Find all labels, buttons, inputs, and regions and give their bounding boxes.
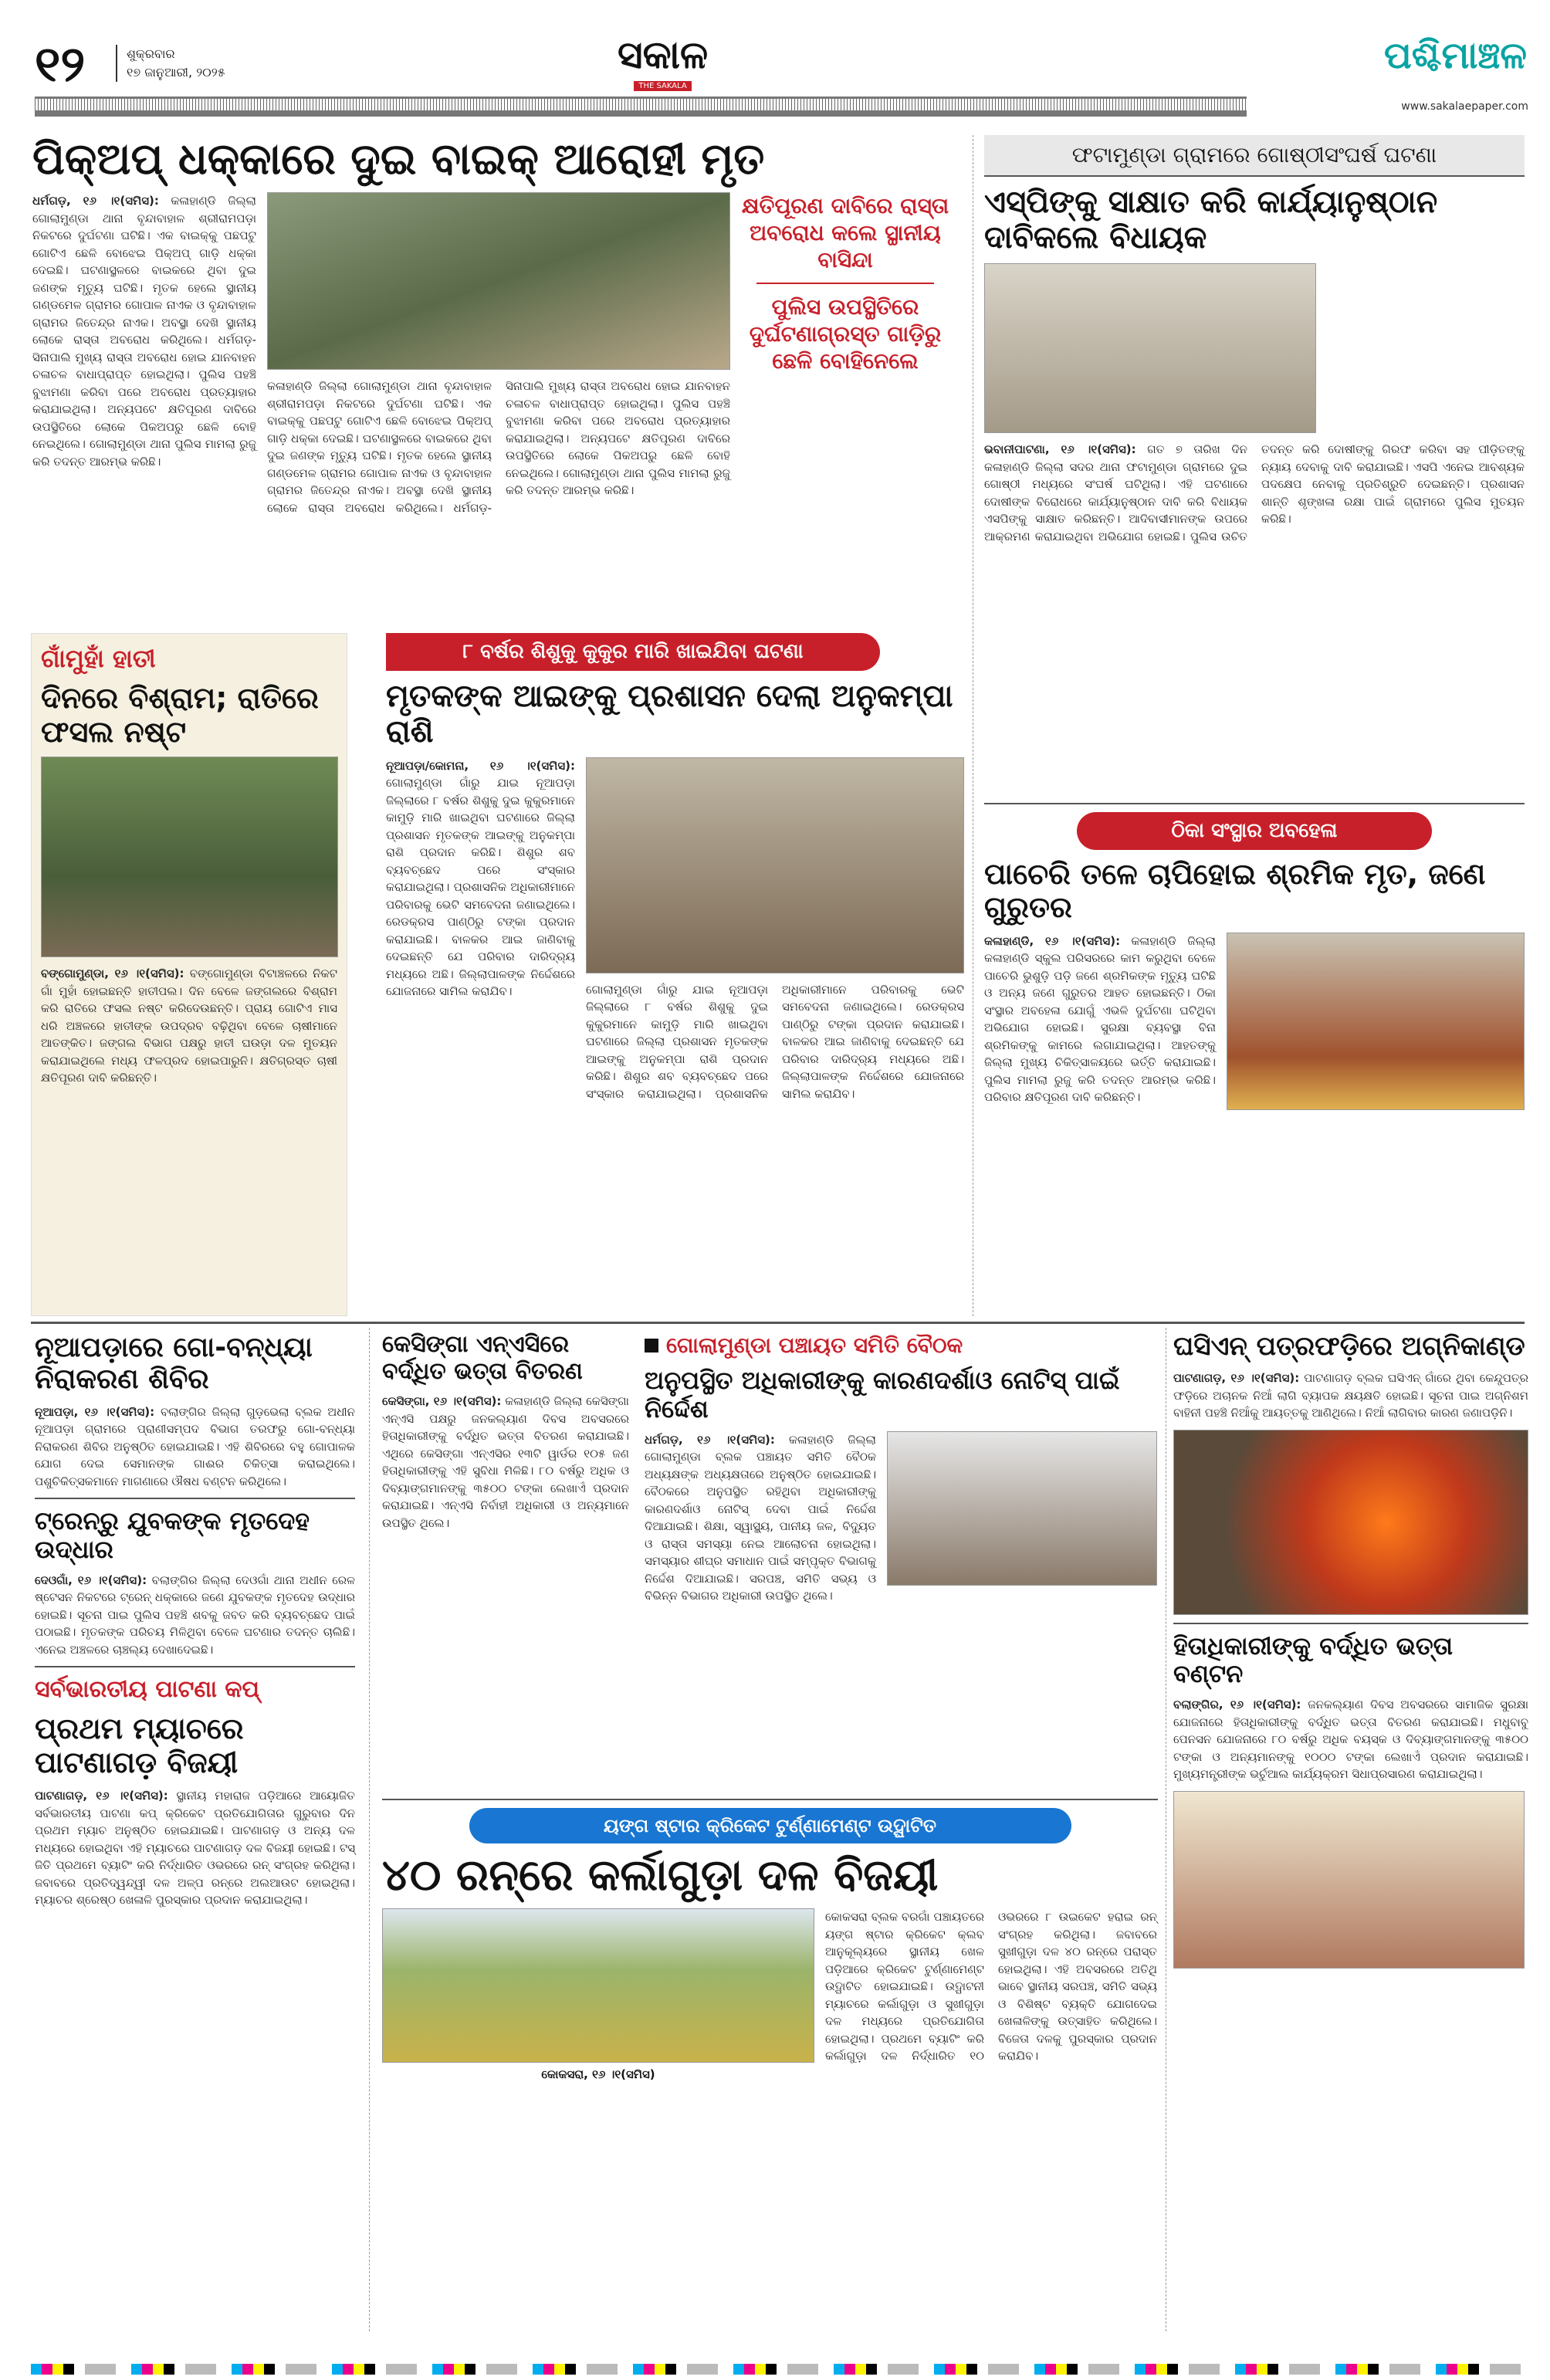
headline-compensation: ମୃତକଙ୍କ ଆଇଙ୍କୁ ପ୍ରଶାସନ ଦେଲା ଅନୁକମ୍ପା ରାଶି — [386, 678, 953, 750]
dateline: ଦେଓଗାଁ, ୧୬ ।୧(ସମିସ): — [35, 1573, 147, 1587]
article-body: କଳାହାଣ୍ଡି ଜିଲ୍ଲା ଗୋଲାମୁଣ୍ଡା ବ୍ଲକ ପଞ୍ଚାୟତ ସମିତି ବୈଠକ ଅଧ୍ୟକ୍ଷଙ୍କ ଅଧ୍ୟକ୍ଷତାରେ ଅନୁଷ୍ଠିତ ହୋଇଯାଇଛି। ବୈଠକରେ ଅନୁପସ୍ଥିତ ରହିଥିବା ଅଧିକାରୀଙ୍କୁ କାରଣଦର୍ଶାଓ ନୋଟିସ୍ ଦେବା ପାଇଁ ନିର୍ଦ୍ଦେଶ ଦିଆଯାଇଛି। ଶିକ୍ଷା, ସ୍ୱାସ୍ଥ୍ୟ, ପାନୀୟ ଜଳ, ବିଦ୍ୟୁତ ଓ ରାସ୍ତା ସମସ୍ୟା ନେଇ ଆଲୋଚନା ହୋଇଥିଲା। ସମସ୍ୟାର ଶୀଘ୍ର ସମାଧାନ ପାଇଁ ସମ୍ପୃକ୍ତ ବିଭାଗକୁ ନିର୍ଦ୍ଦେଶ ଦିଆଯାଇଛି। ସରପଞ୍ଚ, ସମିତି ସଭ୍ୟ ଓ ବିଭିନ୍ନ ବିଭାଗର ଅଧିକାରୀ ଉପସ୍ଥିତ ଥିଲେ। — [645, 1432, 876, 1603]
bullet-square-icon — [645, 1339, 658, 1353]
article-fire — [1173, 1369, 1528, 1422]
article-body-cont: କଳାହାଣ୍ଡି ଜିଲ୍ଲା ଗୋଲାମୁଣ୍ଡା ଥାନା ବୃନ୍ଦାବାହାଳ ଶ୍ରୀରାମପଡ଼ା ନିକଟରେ ଦୁର୍ଘଟଣା ଘଟିଛି। ଏକ ବାଇକ୍କୁ ପଛପଟୁ ଗୋଟିଏ ଛେଳି ବୋଝେଇ ପିକ୍ଅପ୍ ଗାଡ଼ି ଧକ୍କା ଦେଇଛି। ଘଟଣାସ୍ଥଳରେ ବାଇକରେ ଥିବା ଦୁଇ ଜଣଙ୍କ ମୃତ୍ୟୁ ଘଟିଛି। ମୃତକ ହେଲେ ସ୍ଥାନୀୟ ଗଣ୍ଡମେଳ ଗ୍ରାମର ଗୋପାଳ ନାଏକ ଓ ବୃନ୍ଦାବାହାଳ ଗ୍ରାମର ଜିତେନ୍ଦ୍ର ନାଏକ। ଅବସ୍ଥା ଦେଖି ସ୍ଥାନୀୟ ଲୋକେ ରାସ୍ତା ଅବରୋଧ କରିଥିଲେ। ଧର୍ମଗଡ଼-ସିନାପାଲି ମୁଖ୍ୟ ରାସ୍ତା ଅବରୋଧ ହୋଇ ଯାନବାହନ ଚଳାଚଳ ବାଧାପ୍ରାପ୍ତ ହୋଇଥିଲା। ପୁଲିସ ପହଞ୍ଚି ବୁଝାମଣା କରିବା ପରେ ଅବରୋଧ ପ୍ରତ୍ୟାହାର କରାଯାଇଥିଲା। ଅନ୍ୟପଟେ କ୍ଷତିପୂରଣ ଦାବିରେ ଉପସ୍ଥିତିରେ ଲୋକେ ପିକଅପରୁ ଛେଳି ବୋହି ନେଇଥିଲେ। ଗୋଲାମୁଣ୍ଡା ଥାନା ପୁଲିସ ମାମଲା ରୁଜୁ କରି ତଦନ୍ତ ଆରମ୍ଭ କରିଛି। — [267, 379, 730, 515]
kicker-fatamunda: ଫଟାମୁଣ୍ଡା ଗ୍ରାମରେ ଗୋଷ୍ଠୀସଂଘର୍ଷ ଘଟଣା — [984, 135, 1525, 177]
headline-show-cause: ଅନୁପସ୍ଥିତ ଅଧିକାରୀଙ୍କୁ କାରଣଦର୍ଶାଓ ନୋଟିସ୍ ପାଇଁ ନିର୍ଦ୍ଦେଶ — [645, 1366, 1120, 1424]
article-kesinga-text — [382, 1393, 629, 1532]
dateline: ଧର୍ମଗଡ଼, ୧୬ ।୧(ସମିସ): — [645, 1432, 775, 1447]
article-dog — [386, 633, 965, 1102]
kicker-text: ଗୋଲାମୁଣ୍ଡା ପଞ୍ଚାୟତ ସମିତି ବୈଠକ — [666, 1332, 963, 1358]
article-dog-cont: ଗୋଲାମୁଣ୍ଡା ଗାଁରୁ ଯାଇ ନୂଆପଡ଼ା ଜିଲ୍ଲାରେ ୮ ବର୍ଷର ଶିଶୁକୁ ଦୁଇ କୁକୁରମାନେ କାମୁଡ଼ି ମାରି ଖାଇଥିବା ଘଟଣାରେ ଜିଲ୍ଲା ପ୍ରଶାସନ ମୃତକଙ୍କ ଆଇଙ୍କୁ ଅନୁକମ୍ପା ରାଶି ପ୍ରଦାନ କରିଛି। ଶିଶୁର ଶବ ବ୍ୟବଚ୍ଛେଦ ପରେ ସଂସ୍କାର କରାଯାଇଥିଲା। ପ୍ରଶାସନିକ ଅଧିକାରୀମାନେ ପରିବାରକୁ ଭେଟି ସମବେଦନା ଜଣାଇଥିଲେ। ରେଡକ୍ରସ ପାଣ୍ଠିରୁ ଟଙ୍କା ପ୍ରଦାନ କରାଯାଇଛି। ବାଳକର ଆଇ ଜାଣିବାକୁ ଦେଇଛନ୍ତି ଯେ ପରିବାର ଦାରିଦ୍ର୍ୟ ମଧ୍ୟରେ ଅଛି। ଜିଲ୍ଲାପାଳଙ୍କ ନିର୍ଦ୍ଦେଶରେ ଯୋଜନାରେ ସାମିଲ କରାଯିବ। — [586, 982, 964, 1101]
headline-beneficiary-allowance: ହିତାଧିକାରୀଙ୍କୁ ବର୍ଦ୍ଧିତ ଭତ୍ତା ବଣ୍ଟନ — [1173, 1630, 1454, 1689]
article-body: ବଲାଙ୍ଗିର ଜିଲ୍ଲା ଗୁଡ଼ଭେଲା ବ୍ଲକ ଅଧୀନ ନୂଆପଡ଼ା ଗ୍ରାମରେ ପ୍ରାଣୀସମ୍ପଦ ବିଭାଗ ତରଫରୁ ଗୋ-ବନ୍ଧ୍ୟା ନିରାକରଣ ଶିବିର ଅନୁଷ୍ଠିତ ହୋଇଯାଇଛି। ଏହି ଶିବିରରେ ବହୁ ଗୋପାଳକ ଯୋଗ ଦେଇ ସେମାନଙ୍କ ଗାଈର ଚିକିତ୍ସା କରାଇଥିଲେ। ପଶୁଚିକିତ୍ସକମାନେ ମାଗଣାରେ ଔଷଧ ବଣ୍ଟନ କରିଥିଲେ। — [35, 1404, 355, 1488]
article-body: କଳାହାଣ୍ଡି ଜିଲ୍ଲା କଳାହାଣ୍ଡି ସ୍କୁଲ ପରିସରରେ କାମ କରୁଥିବା ବେଳେ ପାଚେରି ଭୁଶୁଡ଼ି ପଡ଼ି ଜଣେ ଶ୍ରମିକଙ୍କ ମୃତ୍ୟୁ ଘଟିଛି ଓ ଅନ୍ୟ ଜଣେ ଗୁରୁତର ଆହତ ହୋଇଛନ୍ତି। ଠିକା ସଂସ୍ଥାର ଅବହେଳା ଯୋଗୁଁ ଏଭଳି ଦୁର୍ଘଟଣା ଘଟିଥିବା ଅଭିଯୋଗ ହୋଇଛି। ସୁରକ୍ଷା ବ୍ୟବସ୍ଥା ବିନା ଶ୍ରମିକଙ୍କୁ କାମରେ ଲଗାଯାଇଥିଲା। ଆହତଙ୍କୁ ଜିଲ୍ଲା ମୁଖ୍ୟ ଚିକିତ୍ସାଳୟରେ ଭର୍ତ୍ତି କରାଯାଇଛି। ପୁଲିସ ମାମଲା ରୁଜୁ କରି ତଦନ୍ତ ଆରମ୍ଭ କରିଛି। ପରିବାର କ୍ଷତିପୂରଣ ଦାବି କରିଛନ୍ତି। — [984, 933, 1216, 1105]
dateline: ବଲାଙ୍ଗିର, ୧୬ ।୧(ସମିସ): — [1173, 1698, 1301, 1712]
article-body: ଗୋଲାମୁଣ୍ଡା ଗାଁରୁ ଯାଇ ନୂଆପଡ଼ା ଜିଲ୍ଲାରେ ୮ ବର୍ଷର ଶିଶୁକୁ ଦୁଇ କୁକୁରମାନେ କାମୁଡ଼ି ମାରି ଖାଇଥିବା ଘଟଣାରେ ଜିଲ୍ଲା ପ୍ରଶାସନ ମୃତକଙ୍କ ଆଇଙ୍କୁ ଅନୁକମ୍ପା ରାଶି ପ୍ରଦାନ କରିଛି। ଶିଶୁର ଶବ ବ୍ୟବଚ୍ଛେଦ ପରେ ସଂସ୍କାର କରାଯାଇଥିଲା। ପ୍ରଶାସନିକ ଅଧିକାରୀମାନେ ପରିବାରକୁ ଭେଟି ସମବେଦନା ଜଣାଇଥିଲେ। ରେଡକ୍ରସ ପାଣ୍ଠିରୁ ଟଙ୍କା ପ୍ରଦାନ କରାଯାଇଛି। ବାଳକର ଆଇ ଜାଣିବାକୁ ଦେଇଛନ୍ତି ଯେ ପରିବାର ଦାରିଦ୍ର୍ୟ ମଧ୍ୟରେ ଅଛି। ଜିଲ୍ଲାପାଳଙ୍କ ନିର୍ଦ୍ଦେଶରେ ଯୋଜନାରେ ସାମିଲ କରାଯିବ। — [386, 776, 575, 998]
article-body: ସ୍ଥାନୀୟ ମହାରାଜ ପଡ଼ିଆରେ ଆୟୋଜିତ ସର୍ବଭାରତୀୟ ପାଟଣା କପ୍ କ୍ରିକେଟ ପ୍ରତିଯୋଗିତାର ଗୁରୁବାର ଦିନ ପ୍ରଥମ ମ୍ୟାଚ ଅନୁଷ୍ଠିତ ହୋଇଯାଇଛି। ପାଟଣାଗଡ଼ ଓ ଅନ୍ୟ ଦଳ ମଧ୍ୟରେ ହୋଇଥିବା ଏହି ମ୍ୟାଚରେ ପାଟଣାଗଡ଼ ଦଳ ବିଜୟୀ ହୋଇଛି। ଟସ୍ ଜିତି ପ୍ରଥମେ ବ୍ୟାଟିଂ କରି ନିର୍ଦ୍ଧାରିତ ଓଭରରେ ରନ୍ ସଂଗ୍ରହ କରିଥିଲା। ଜବାବରେ ପ୍ରତିଦ୍ୱନ୍ଦ୍ୱୀ ଦଳ ଅଳ୍ପ ରନ୍‌ରେ ଅଲଆଉଟ ହୋଇଥିଲା। ମ୍ୟାଚର ଶ୍ରେଷ୍ଠ ଖେଳାଳି ପୁରସ୍କାର ପ୍ରଦାନ କରାଯାଇଥିଲା। — [35, 1789, 355, 1908]
headline-wall-collapse: ପାଚେରି ତଳେ ଚାପିହୋଇ ଶ୍ରମିକ ମୃତ, ଜଣେ ଗୁରୁତର — [984, 856, 1486, 925]
headline-pickup-accident: ପିକ୍ଅପ୍ ଧକ୍କାରେ ଦୁଇ ବାଇକ୍ ଆରୋହୀ ମୃତ — [32, 134, 765, 185]
article-body-wrap — [984, 441, 1525, 545]
article-cricket-text: କୋକସରା ବ୍ଲକ ବରଗାଁ ପଞ୍ଚାୟତରେ ୟଙ୍ଗ ଷ୍ଟାର କ୍ରିକେଟ କ୍ଲବ ଆନୁକୂଲ୍ୟରେ ସ୍ଥାନୀୟ ଖେଳ ପଡ଼ିଆରେ କ୍ରିକେଟ ଟୁର୍ଣ୍ଣାମେଣ୍ଟ ଉଦ୍ଘାଟିତ ହୋଇଯାଇଛି। ଉଦ୍ଘାଟନୀ ମ୍ୟାଚରେ କର୍ଲାଗୁଡ଼ା ଓ ସୁଖୀଗୁଡ଼ା ଦଳ ମଧ୍ୟରେ ପ୍ରତିଯୋଗିତା ହୋଇଥିଲା। ପ୍ରଥମେ ବ୍ୟାଟିଂ କରି କର୍ଲାଗୁଡ଼ା ଦଳ ନିର୍ଦ୍ଧାରିତ ୧୦ ଓଭରରେ ୮ ଉଇକେଟ ହରାଇ ରନ୍ ସଂଗ୍ରହ କରିଥିଲା। ଜବାବରେ ସୁଖୀଗୁଡ଼ା ଦଳ ୪୦ ରନ୍‌ରେ ପରାସ୍ତ ହୋଇଥିଲା। ଏହି ଅବସରରେ ଅତିଥି ଭାବେ ସ୍ଥାନୀୟ ସରପଞ୍ଚ, ସମିତି ସଭ୍ୟ ଓ ବିଶିଷ୍ଟ ବ୍ୟକ୍ତି ଯୋଗଦେଇ ଖେଳାଳିଙ୍କୁ ଉତ୍ସାହିତ କରିଥିଲେ। ବିଜେତା ଦଳକୁ ପୁରସ୍କାର ପ୍ରଦାନ କରାଯିବ। — [825, 1910, 1157, 2063]
dateline: ଭବାନୀପାଟଣା, ୧୬ ।୧(ସମିସ): — [984, 442, 1136, 457]
article-body: ଜନକଲ୍ୟାଣ ଦିବସ ଅବସରରେ ସାମାଜିକ ସୁରକ୍ଷା ଯୋଜନାରେ ହିତାଧିକାରୀଙ୍କୁ ବର୍ଦ୍ଧିତ ଭତ୍ତା ବିତରଣ କରାଯାଇଛି। ମଧୁବାବୁ ପେନସନ ଯୋଜନାରେ ୮୦ ବର୍ଷରୁ ଅଧିକ ବୟସ୍କ ଓ ଦିବ୍ୟାଙ୍ଗମାନଙ୍କୁ ୩୫୦୦ ଟଙ୍କା ଓ ଅନ୍ୟମାନଙ୍କୁ ୧୦୦୦ ଟଙ୍କା ଲେଖାଏଁ ପ୍ରଦାନ କରାଯାଇଛି। ମୁଖ୍ୟମନ୍ତ୍ରୀଙ୍କ ଭର୍ଚୁଆଲ କାର୍ଯ୍ୟକ୍ରମ ସିଧାପ୍ରସାରଣ କରାଯାଇଥିଲା। — [1173, 1698, 1528, 1782]
wall-collapse-photo — [1227, 933, 1525, 1110]
article-mla-sp — [984, 135, 1525, 545]
fire-photo — [1173, 1430, 1528, 1615]
article-golamunda-text — [645, 1431, 876, 1605]
article-body: ପାଟଣାଗଡ଼ ବ୍ଲକ ଘସିଏନ୍ ଗାଁରେ ଥିବା କେନ୍ଦୁପତ୍ର ଫଡ଼ିରେ ଅଚାନକ ନିଆଁ ଲାଗି ବ୍ୟାପକ କ୍ଷୟକ୍ଷତି ହୋଇଛି। ସୂଚନା ପାଇ ଅଗ୍ନିଶମ ବାହିନୀ ପହଞ୍ଚି ନିଆଁକୁ ଆୟତ୍ତକୁ ଆଣିଥିଲେ। ନିଆଁ ଲାଗିବାର କାରଣ ଜଣାପଡ଼ିନି। — [1173, 1371, 1528, 1420]
headline-train-body: ଟ୍ରେନ୍‌ରୁ ଯୁବକଙ୍କ ମୃତଦେହ ଉଦ୍ଧାର — [35, 1506, 310, 1565]
photo-caption: କୋକସରା, ୧୬ ।୧(ସମିସ) — [541, 2067, 655, 2082]
date-label: ୧୭ ଜାନୁଆରୀ, ୨୦୨୫ — [127, 65, 225, 80]
beneficiary-photo — [1173, 1791, 1525, 1969]
headline-patnagarh-wins: ପ୍ରଥମ ମ୍ୟାଚରେ ପାଟଣାଗଡ଼ ବିଜୟୀ — [35, 1711, 244, 1779]
compensation-photo — [586, 757, 964, 973]
article-body: କଳାହାଣ୍ଡି ଜିଲ୍ଲା କେସିଙ୍ଗା ଏନ୍ଏସି ପକ୍ଷରୁ ଜନକଲ୍ୟାଣ ଦିବସ ଅବସରରେ ହିତାଧିକାରୀଙ୍କୁ ବର୍ଦ୍ଧିତ ଭତ୍ତା ବିତରଣ କରାଯାଇଛି। ଏଥିରେ କେସିଙ୍ଗା ଏନ୍ଏସିର ୧୩ଟି ୱାର୍ଡର ୧୦୫ ଜଣ ହିତାଧିକାରୀଙ୍କୁ ଏହି ସୁବିଧା ମିଳିଛି। ୮୦ ବର୍ଷରୁ ଅଧିକ ଓ ଦିବ୍ୟାଙ୍ଗମାନଙ୍କୁ ୩୫୦୦ ଟଙ୍କା ଲେଖାଏଁ ପ୍ରଦାନ କରାଯାଇଛି। ଏନ୍ଏସି ନିର୍ବାହୀ ଅଧିକାରୀ ଓ ଅନ୍ୟମାନେ ଉପସ୍ଥିତ ଥିଲେ। — [382, 1394, 629, 1530]
dateline: ପାଟଣାଗଡ଼, ୧୬ ।୧(ସମିସ): — [35, 1789, 168, 1803]
dateline: ନୂଆପଡ଼ା, ୧୬ ।୧(ସମିସ): — [35, 1404, 155, 1419]
section-title: ପଶ୍ଚିମାଞ୍ଚଳ — [1383, 34, 1527, 77]
headline-elephants: ଦିନରେ ବିଶ୍ରାମ; ରାତିରେ ଫସଲ ନଷ୍ଟ — [41, 681, 319, 749]
headline-karlaguda-wins: ୪୦ ରନ୍‌ରେ କର୍ଲାଗୁଡ଼ା ଦଳ ବିଜୟୀ — [382, 1850, 939, 1901]
dateline: ବଙ୍ଗୋମୁଣ୍ଡା, ୧୬ ।୧(ସମିସ): — [41, 967, 184, 981]
headline-mla-sp: ଏସ୍ପିଙ୍କୁ ସାକ୍ଷାତ କରି କାର୍ଯ୍ୟାନୁଷ୍ଠାନ ଦାବିକଲେ ବିଧାୟକ — [984, 185, 1438, 256]
subhead-goats-taken: ପୁଲିସ ଉପସ୍ଥିତିରେ ଦୁର୍ଘଟଣାଗ୍ରସ୍ତ ଗାଡ଼ିରୁ ଛେଳି ବୋହିନେଲେ — [749, 294, 942, 374]
accident-photo — [267, 192, 730, 370]
right-column-row3 — [1173, 1332, 1528, 1969]
article-body: ଗତ ୭ ତାରିଖ ଦିନ କଳାହାଣ୍ଡି ଜିଲ୍ଲା ସଦର ଥାନା ଫଟାମୁଣ୍ଡା ଗ୍ରାମରେ ଦୁଇ ଗୋଷ୍ଠୀ ମଧ୍ୟରେ ସଂଘର୍ଷ ଘଟିଥିଲା। ଏହି ଘଟଣାରେ ଦୋଷୀଙ୍କ ବିରୋଧରେ କାର୍ଯ୍ୟାନୁଷ୍ଠାନ ଦାବି କରି ବିଧାୟକ ଏସପିଙ୍କୁ ସାକ୍ଷାତ କରିଛନ୍ତି। ଆଦିବାସୀମାନଙ୍କ ଉପରେ ଆକ୍ରମଣ କରାଯାଇଥିବା ଅଭିଯୋଗ ହୋଇଛି। ପୁଲିସ ଉଚିତ ତଦନ୍ତ କରି ଦୋଷୀଙ୍କୁ ଗିରଫ କରିବା ସହ ପୀଡ଼ିତଙ୍କୁ ନ୍ୟାୟ ଦେବାକୁ ଦାବି କରାଯାଇଛି। ଏସପି ଏନେଇ ଆବଶ୍ୟକ ପଦକ୍ଷେପ ନେବାକୁ ପ୍ରତିଶ୍ରୁତି ଦେଇଛନ୍ତି। ପ୍ରଶାସନ ଶାନ୍ତି ଶୃଙ୍ଖଳା ରକ୍ଷା ପାଇଁ ଗ୍ରାମରେ ପୁଲିସ ମୁତୟନ କରିଛି। — [984, 442, 1525, 543]
date-block — [116, 45, 225, 82]
article-cattle-camp — [35, 1403, 355, 1491]
left-column-row3 — [35, 1332, 355, 1909]
day-label: ଶୁକ୍ରବାର — [127, 46, 175, 61]
header-rule — [35, 96, 1247, 117]
meeting-photo — [887, 1431, 1157, 1586]
kicker-contractor: ଠିକା ସଂସ୍ଥାର ଅବହେଳା — [1077, 812, 1432, 850]
kicker-golamunda-meeting — [645, 1332, 1158, 1359]
article-elephants — [31, 633, 347, 1316]
kicker-cricket-tournament: ୟଙ୍ଗ ଷ୍ଟାର କ୍ରିକେଟ ଟୁର୍ଣ୍ଣାମେଣ୍ଟ ଉଦ୍ଘାଟିତ — [469, 1808, 1071, 1843]
cricket-team-photo — [382, 1908, 814, 2063]
article-body — [41, 965, 337, 1087]
print-color-bar — [31, 2364, 1525, 2375]
article-pickup-accident — [32, 135, 959, 516]
elephants-photo — [41, 757, 338, 957]
article-golamunda — [645, 1332, 1158, 1605]
headline-fire: ଘସିଏନ୍ ପତ୍ରଫଡ଼ିରେ ଅଗ୍ନିକାଣ୍ଡ — [1173, 1331, 1525, 1362]
dateline: ପାଟଣାଗଡ଼, ୧୬ ।୧(ସମିସ): — [1173, 1371, 1300, 1386]
article-beneficiary — [1173, 1696, 1528, 1783]
newspaper-logo — [618, 34, 708, 91]
kicker-dog-attack: ୮ ବର୍ଷର ଶିଶୁକୁ କୁକୁର ମାରି ଖାଇଯିବା ଘଟଣା — [386, 633, 880, 671]
article-dog-text — [386, 757, 575, 1000]
article-text — [32, 192, 256, 470]
article-wall-text — [984, 933, 1216, 1106]
dateline: କଳାହାଣ୍ଡି, ୧୬ ।୧(ସମିସ): — [984, 933, 1121, 948]
article-cricket — [382, 1799, 1158, 2081]
article-kesinga — [382, 1332, 629, 1532]
kicker-patna-cup: ସର୍ବଭାରତୀୟ ପାଟଣା କପ୍ — [35, 1676, 259, 1704]
body-text: ବଙ୍ଗୋମୁଣ୍ଡା ବିଟାଞ୍ଚଳରେ ନିକଟ ଗାଁ ମୁହାଁ ହୋଇଛନ୍ତି ହାତୀପଲ। ଦିନ ବେଳେ ଜଙ୍ଗଲରେ ବିଶ୍ରାମ କରି ରାତିରେ ଫସଲ ନଷ୍ଟ କରିଦେଉଛନ୍ତି। ପ୍ରାୟ ଗୋଟିଏ ମାସ ଧରି ଅଞ୍ଚଳରେ ହାତୀଙ୍କ ଉପଦ୍ରବ ବଢ଼ିଥିବା ବେଳେ ଚାଷୀମାନେ ଆତଙ୍କିତ। ଜଙ୍ଗଲ ବିଭାଗ ପକ୍ଷରୁ ହାତୀ ଘଉଡ଼ା ଦଳ ମୁତୟନ କରାଯାଇଥିଲେ ମଧ୍ୟ ଫଳପ୍ରଦ ହୋଇପାରୁନି। କ୍ଷତିଗ୍ରସ୍ତ ଚାଷୀ କ୍ଷତିପୂରଣ ଦାବି କରିଛନ୍ତି। — [41, 967, 337, 1085]
article-wall — [984, 803, 1525, 1110]
article-body: କଳାହାଣ୍ଡି ଜିଲ୍ଲା ଗୋଲାମୁଣ୍ଡା ଥାନା ବୃନ୍ଦାବାହାଳ ଶ୍ରୀରାମପଡ଼ା ନିକଟରେ ଦୁର୍ଘଟଣା ଘଟିଛି। ଏକ ବାଇକ୍କୁ ପଛପଟୁ ଗୋଟିଏ ଛେଳି ବୋଝେଇ ପିକ୍ଅପ୍ ଗାଡ଼ି ଧକ୍କା ଦେଇଛି। ଘଟଣାସ୍ଥଳରେ ବାଇକରେ ଥିବା ଦୁଇ ଜଣଙ୍କ ମୃତ୍ୟୁ ଘଟିଛି। ମୃତକ ହେଲେ ସ୍ଥାନୀୟ ଗଣ୍ଡମେଳ ଗ୍ରାମର ଗୋପାଳ ନାଏକ ଓ ବୃନ୍ଦାବାହାଳ ଗ୍ରାମର ଜିତେନ୍ଦ୍ର ନାଏକ। ଅବସ୍ଥା ଦେଖି ସ୍ଥାନୀୟ ଲୋକେ ରାସ୍ତା ଅବରୋଧ କରିଥିଲେ। ଧର୍ମଗଡ଼-ସିନାପାଲି ମୁଖ୍ୟ ରାସ୍ତା ଅବରୋଧ ହୋଇ ଯାନବାହନ ଚଳାଚଳ ବାଧାପ୍ରାପ୍ତ ହୋଇଥିଲା। ପୁଲିସ ପହଞ୍ଚି ବୁଝାମଣା କରିବା ପରେ ଅବରୋଧ ପ୍ରତ୍ୟାହାର କରାଯାଇଥିଲା। ଅନ୍ୟପଟେ କ୍ଷତିପୂରଣ ଦାବିରେ ଉପସ୍ଥିତିରେ ଲୋକେ ପିକଅପରୁ ଛେଳି ବୋହି ନେଇଥିଲେ। ଗୋଲାମୁଣ୍ଡା ଥାନା ପୁଲିସ ମାମଲା ରୁଜୁ କରି ତଦନ୍ତ ଆରମ୍ଭ କରିଛି। — [32, 194, 256, 469]
dateline: ନୂଆପଡ଼ା/କୋମନା, ୧୬ ।୧(ସମିସ): — [386, 758, 575, 773]
website-url: www.sakalaepaper.com — [1401, 100, 1528, 113]
logo-text: ସକାଳ — [618, 32, 709, 77]
kicker-elephant: ଗାଁମୁହାଁ ହାତୀ — [41, 644, 156, 673]
page-number: ୧୨ — [35, 36, 86, 93]
mla-meeting-photo — [984, 263, 1316, 433]
dateline: କେସିଙ୍ଗା, ୧୬ ।୧(ସମିସ): — [382, 1394, 502, 1408]
article-patna-cup — [35, 1787, 355, 1909]
article-body: ବଲାଙ୍ଗିର ଜିଲ୍ଲା ଦେଓଗାଁ ଥାନା ଅଧୀନ ରେଳ ଷ୍ଟେସନ ନିକଟରେ ଟ୍ରେନ୍ ଧକ୍କାରେ ଜଣେ ଯୁବକଙ୍କ ମୃତଦେହ ଉଦ୍ଧାର ହୋଇଛି। ସୂଚନା ପାଇ ପୁଲିସ ପହଞ୍ଚି ଶବକୁ ଜବତ କରି ବ୍ୟବଚ୍ଛେଦ ପାଇଁ ପଠାଇଛି। ମୃତକଙ୍କ ପରିଚୟ ମିଳିଥିବା ବେଳେ ଘଟଣାର ତଦନ୍ତ ଚାଲିଛି। ଏନେଇ ଅଞ୍ଚଳରେ ଚାଞ୍ଚଲ୍ୟ ଦେଖାଦେଇଛି। — [35, 1573, 356, 1657]
logo-subtitle: THE SAKALA — [634, 81, 691, 91]
headline-cattle-camp: ନୂଆପଡ଼ାରେ ଗୋ-ବନ୍ଧ୍ୟା ନିରାକରଣ ଶିବିର — [35, 1332, 313, 1396]
subhead-road-block: କ୍ଷତିପୂରଣ ଦାବିରେ ରାସ୍ତା ଅବରୋଧ କଲେ ସ୍ଥାନୀୟ ବାସିନ୍ଦା — [741, 193, 949, 273]
headline-kesinga-allowance: କେସିଙ୍ଗା ଏନ୍ଏସିରେ ବର୍ଦ୍ଧିତ ଭତ୍ତା ବିତରଣ — [382, 1331, 583, 1385]
article-train — [35, 1572, 355, 1659]
dateline: ଧର୍ମଗଡ଼, ୧୬ ।୧(ସମିସ): — [32, 194, 159, 208]
